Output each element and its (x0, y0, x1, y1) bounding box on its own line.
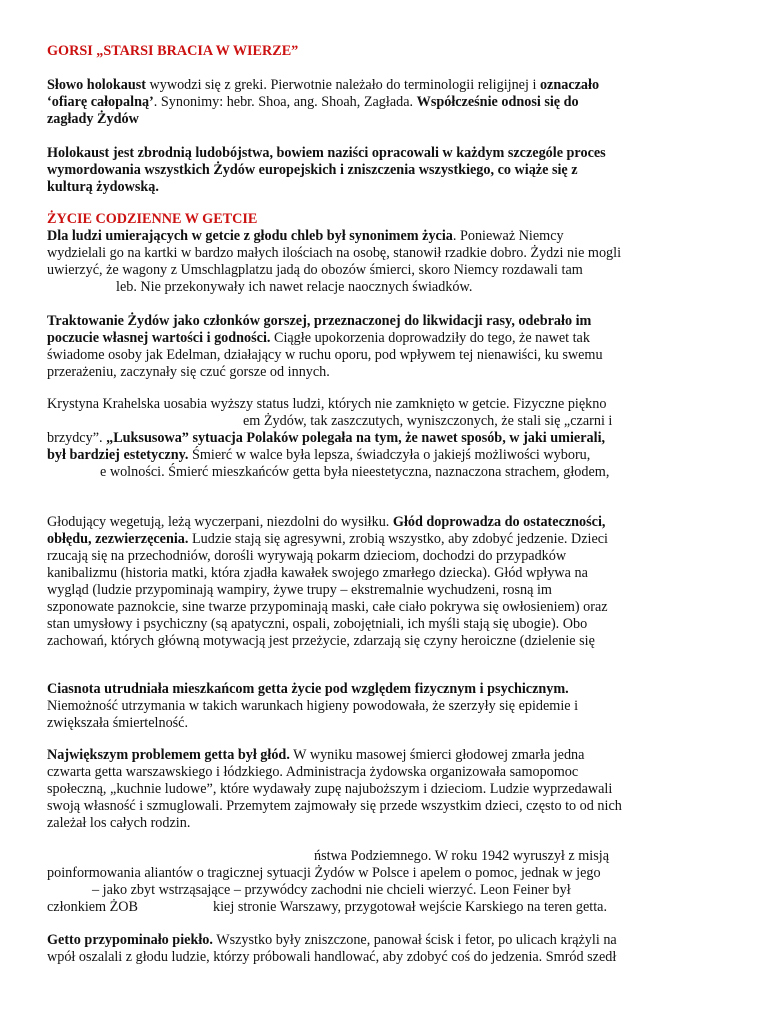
text: poinformowania aliantów o tragicznej sytuacji Żydów w Polsce i apelem o pomoc, jednak w jego (47, 865, 601, 881)
text: – jako zbyt wstrząsające – przywódcy zachodni nie chcieli wierzyć. Leon Feiner był (92, 882, 571, 898)
text: wydzielali go na kartki w bardzo małych ilościach na osobę, stanowił rzadkie dobro. Żydzi nie mogli (47, 245, 622, 261)
text: . Ponieważ Niemcy (452, 228, 564, 244)
text: wygląd (ludzie przypominają wampiry, żywe trupy – ekstremalnie wychudzeni, rosną im (47, 582, 552, 598)
text: czwarta getta warszawskiego i łódzkiego. Administracja żydowska organizowała samopomoc (47, 764, 579, 780)
text: Niemożność utrzymania w takich warunkach higieny powodowała, że szerzyły się epidemie i (47, 698, 579, 714)
text-bold: Współcześnie odnosi się do (416, 94, 579, 110)
text: Krystyna Krahelska uosabia wyższy status ludzi, których nie zamknięto w getcie. Fizyczne piękno (47, 396, 607, 412)
text: em Żydów, tak zaszczutych, wyniszczonych, że stali się „czarni i (243, 413, 613, 429)
page-title: GORSI „STARSI BRACIA W WIERZE” (47, 43, 299, 59)
section-heading: ŻYCIE CODZIENNE W GETCIE (47, 211, 258, 227)
text-bold: obłędu, zezwierzęcenia. (47, 531, 189, 547)
text-bold: Traktowanie Żydów jako członków gorszej, przeznaczonej do likwidacji rasy, odebrało im (47, 313, 592, 329)
text: Ciągłe upokorzenia doprowadziły do tego, że nawet tak (270, 330, 590, 346)
text: W wyniku masowej śmierci głodowej zmarła jedna (289, 747, 585, 763)
text: zachowań, których główną motywacją jest przeżycie, zdarzają się czyny heroiczne (dzielenie się (47, 633, 595, 649)
text: e wolności. Śmierć mieszkańców getta była nieestetyczna, naznaczona strachem, głodem, (100, 464, 610, 480)
text: przerażeniu, zaczynały się czuć gorsze od innych. (47, 364, 330, 380)
text-bold: Getto przypominało piekło. (47, 932, 213, 948)
text: leb. Nie przekonywały ich nawet relacje naocznych świadków. (116, 279, 473, 295)
text: uwierzyć, że wagony z Umschlagplatzu jadą do obozów śmierci, skoro Niemcy rozdawali tam (47, 262, 583, 278)
text-bold: był bardziej estetyczny. (47, 447, 189, 463)
text-bold: „Luksusowa” sytuacja Polaków polegała na tym, że nawet sposób, w jaki umierali, (106, 430, 606, 446)
text: Ludzie stają się agresywni, zrobią wszystko, aby zdobyć jedzenie. Dzieci (188, 531, 608, 547)
text-bold: poczucie własnej wartości i godności. (47, 330, 271, 346)
text-bold: kulturą żydowską. (47, 179, 159, 195)
text: członkiem ŻOB (47, 899, 139, 915)
text: szponowate paznokcie, sine twarze przypominają maski, całe ciało pokrywa się owłosieniem) oraz (47, 599, 608, 615)
text: Głodujący wegetują, leżą wyczerpani, niezdolni do wysiłku. (47, 514, 393, 530)
text: zależał los całych rodzin. (47, 815, 191, 831)
text: kanibalizmu (historia matki, która zjadła kawałek swojego zmarłego dziecka). Głód wpływa na (47, 565, 588, 581)
text: kiej stronie Warszawy, przygotował wejście Karskiego na teren getta. (213, 899, 607, 915)
text-bold: ‘ofiarę całopalną’ (47, 94, 154, 110)
text-bold: Dla ludzi umierających w getcie z głodu chleb był synonimem życia (47, 228, 453, 244)
text: wywodzi się z greki. Pierwotnie należało do terminologii religijnej i (145, 77, 540, 93)
text-bold: Największym problemem getta był głód. (47, 747, 290, 763)
text: Śmierć w walce była lepsza, świadczyła o jakiejś możliwości wyboru, (188, 447, 591, 463)
text: . Synonimy: hebr. Shoa, ang. Shoah, Zagłada. (153, 94, 417, 110)
text: społeczną, „kuchnie ludowe”, które wydawały zupę najuboższym i dzieciom. Ludzie wyprzedawali (47, 781, 613, 797)
text-bold: oznaczało (539, 77, 600, 93)
text: zwiększała śmiertelność. (47, 715, 189, 731)
text: swoją własność i szmuglowali. Przemytem zajmowały się przede wszystkim dzieci, często to od nich (47, 798, 622, 814)
text: brzydcy”. (47, 430, 107, 446)
text: świadome osoby jak Edelman, działający w ruchu oporu, pod wpływem tej nienawiści, ku swemu (47, 347, 603, 363)
text-bold: zagłady Żydów (47, 111, 139, 127)
text-bold: Słowo holokaust (47, 77, 146, 93)
text: wpół oszalali z głodu ludzie, którzy próbowali handlować, aby zdobyć coś do jedzenia. Smród szedł (47, 949, 617, 965)
text-bold: Holokaust jest zbrodnią ludobójstwa, bowiem naziści opracowali w każdym szczególe proces (47, 145, 606, 161)
text: ństwa Podziemnego. W roku 1942 wyruszył z misją (314, 848, 610, 864)
text: rzucają się na przechodniów, dorośli wyrywają pokarm dzieciom, dochodzi do przypadków (47, 548, 567, 564)
text-bold: Ciasnota utrudniała mieszkańcom getta życie pod względem fizycznym i psychicznym. (47, 681, 569, 697)
text: stan umysłowy i psychiczny (są apatyczni, ospali, zobojętniali, ich myśli stają się ubogie). Obo (47, 616, 588, 632)
text-bold: Głód doprowadza do ostateczności, (392, 514, 606, 530)
text-bold: wymordowania wszystkich Żydów europejskich i zniszczenia wszystkiego, co wiąże się z (47, 162, 578, 178)
text: Wszystko były zniszczone, panował ścisk i fetor, po ulicach krążyli na (212, 932, 617, 948)
